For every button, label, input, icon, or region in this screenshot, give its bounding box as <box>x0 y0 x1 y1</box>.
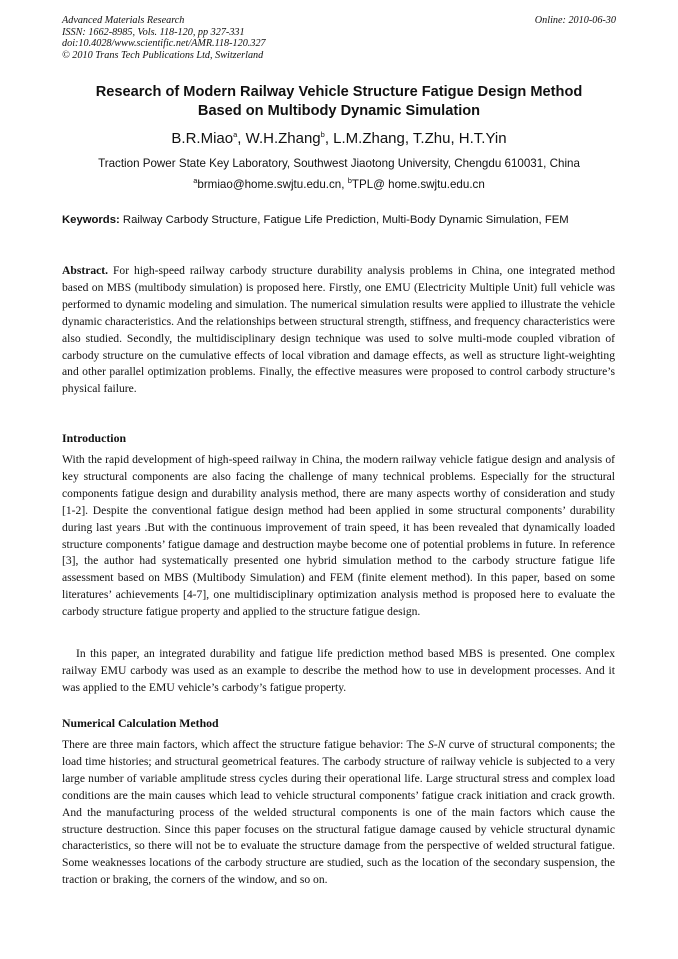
email-b-marker: b <box>347 176 352 186</box>
email-a: brmiao@home.swjtu.edu.cn, <box>197 178 348 191</box>
author-list <box>40 130 638 148</box>
keywords <box>62 213 615 228</box>
sn-curve-term: S-N <box>427 738 446 751</box>
author-1: B.R.Miao <box>171 130 234 147</box>
author-emails <box>40 178 638 192</box>
numerical-text-a: There are three main factors, which affect the structure fatigue behavior: The <box>62 738 428 751</box>
affiliation: Traction Power State Key Laboratory, Southwest Jiaotong University, Chengdu 610031, China <box>98 157 580 170</box>
introduction-paragraph-2: In this paper, an integrated durability and fatigue life prediction method based MBS is presented. One complex railway EMU carbody was used as an example to describe the method how to use in development processes. And it was applied to the EMU vehicle’s carbody’s fatigue property. <box>62 647 615 694</box>
title-line-1: Research of Modern Railway Vehicle Structure Fatigue Design Method <box>95 84 583 100</box>
numerical-text-b: curve of structural components; the load time histories; and structural geometrical features. The carbody structure of railway vehicle is subjected to a very large number of variable amplitude stress cycles during their operational life. Large structural stress and complex load conditions are the main causes which lead to vehicle structural components’ fatigue crack initiation and crack growth. And the manufacturing process of the welded structural components is one of the main factors which cause the structure destruction. Since this paper focuses on the structural fatigue damage caused by vehicle structural dynamic characteristics, so there will not be to evaluate the structure damage from the perspective of welded structural fatigue. Some weaknesses locations of the carbody structure are studied, such as the location of the secondary suspension, the traction or braking, the corners of the window, and so on. <box>62 738 616 887</box>
title-line-2: Based on Multibody Dynamic Simulation <box>197 103 481 119</box>
journal-header <box>62 15 266 61</box>
introduction-heading: Introduction <box>62 431 127 445</box>
paper-title <box>50 83 628 121</box>
author-2-marker: b <box>320 130 325 139</box>
author-separator: , <box>237 130 246 147</box>
email-b: TPL@ home.swjtu.edu.cn <box>351 178 485 191</box>
numerical-method-paragraph <box>62 737 615 889</box>
introduction-paragraph-1: With the rapid development of high-speed railway in China, the modern railway vehicle fatigue design and analysis of key structural components are also facing the challenge of many technical problems. Especially for the structural components fatigue design and durability analysis method, there are many aspects worthy of consideration and study [1-2]. Despite the conventional fatigue design method had been applied in some structural components’ durability during last years .But with the continuous improvement of train speed, it has been revealed that dynamically loaded structure components’ fatigue damage and destruction maybe become one of potential problems in future. In reference [3], the author had systematically presented one hybrid simulation method to the carbody structure fatigue life assessment based on MBS (Multibody Simulation) and FEM (finite element method). In this paper, based on some literatures’ achievements [4-7], one multidisciplinary optimization analysis method is proposed here to evaluate the carbody structure fatigue property and applied to the structure fatigue design. <box>62 453 615 619</box>
author-rest: , L.M.Zhang, T.Zhu, H.T.Yin <box>324 130 507 147</box>
abstract-label: Abstract. <box>62 264 109 277</box>
abstract-text: For high-speed railway carbody structure durability analysis problems in China, one integrated method based on MBS (multibody simulation) is proposed here. Firstly, one EMU (Electricity Multiple Unit) full vehicle was performed to dynamic modeling and simulation. The numerical simulation results were applied to illustrate the vehicle dynamic characteristics. And the relationships between structural strength, stiffness, and frequency characteristics were also studied. Secondly, the multidisciplinary design technique was used to solve multi-mode coupled vibration of carbody structure on the cumulative effects of local vibration and damage effects, as well as structure light-weighting and other parallel optimization problems. Finally, the effective measures were proposed to control carbody structure’s physical failure. <box>62 264 615 396</box>
journal-issn: ISSN: 1662-8985, Vols. 118-120, pp 327-331 <box>62 26 245 38</box>
email-a-marker: a <box>193 176 198 186</box>
numerical-method-heading: Numerical Calculation Method <box>62 716 219 730</box>
journal-doi: doi:10.4028/www.scientific.net/AMR.118-120.327 <box>62 38 266 49</box>
abstract <box>62 263 615 398</box>
author-2: W.H.Zhang <box>245 130 321 147</box>
journal-name: Advanced Materials Research <box>62 15 185 26</box>
keywords-label: Keywords: <box>62 214 120 226</box>
online-date: Online: 2010-06-30 <box>534 15 616 26</box>
keywords-text: Railway Carbody Structure, Fatigue Life Prediction, Multi-Body Dynamic Simulation, FEM <box>119 214 569 226</box>
author-1-marker: a <box>233 130 238 139</box>
journal-copyright: © 2010 Trans Tech Publications Ltd, Switzerland <box>62 49 264 61</box>
